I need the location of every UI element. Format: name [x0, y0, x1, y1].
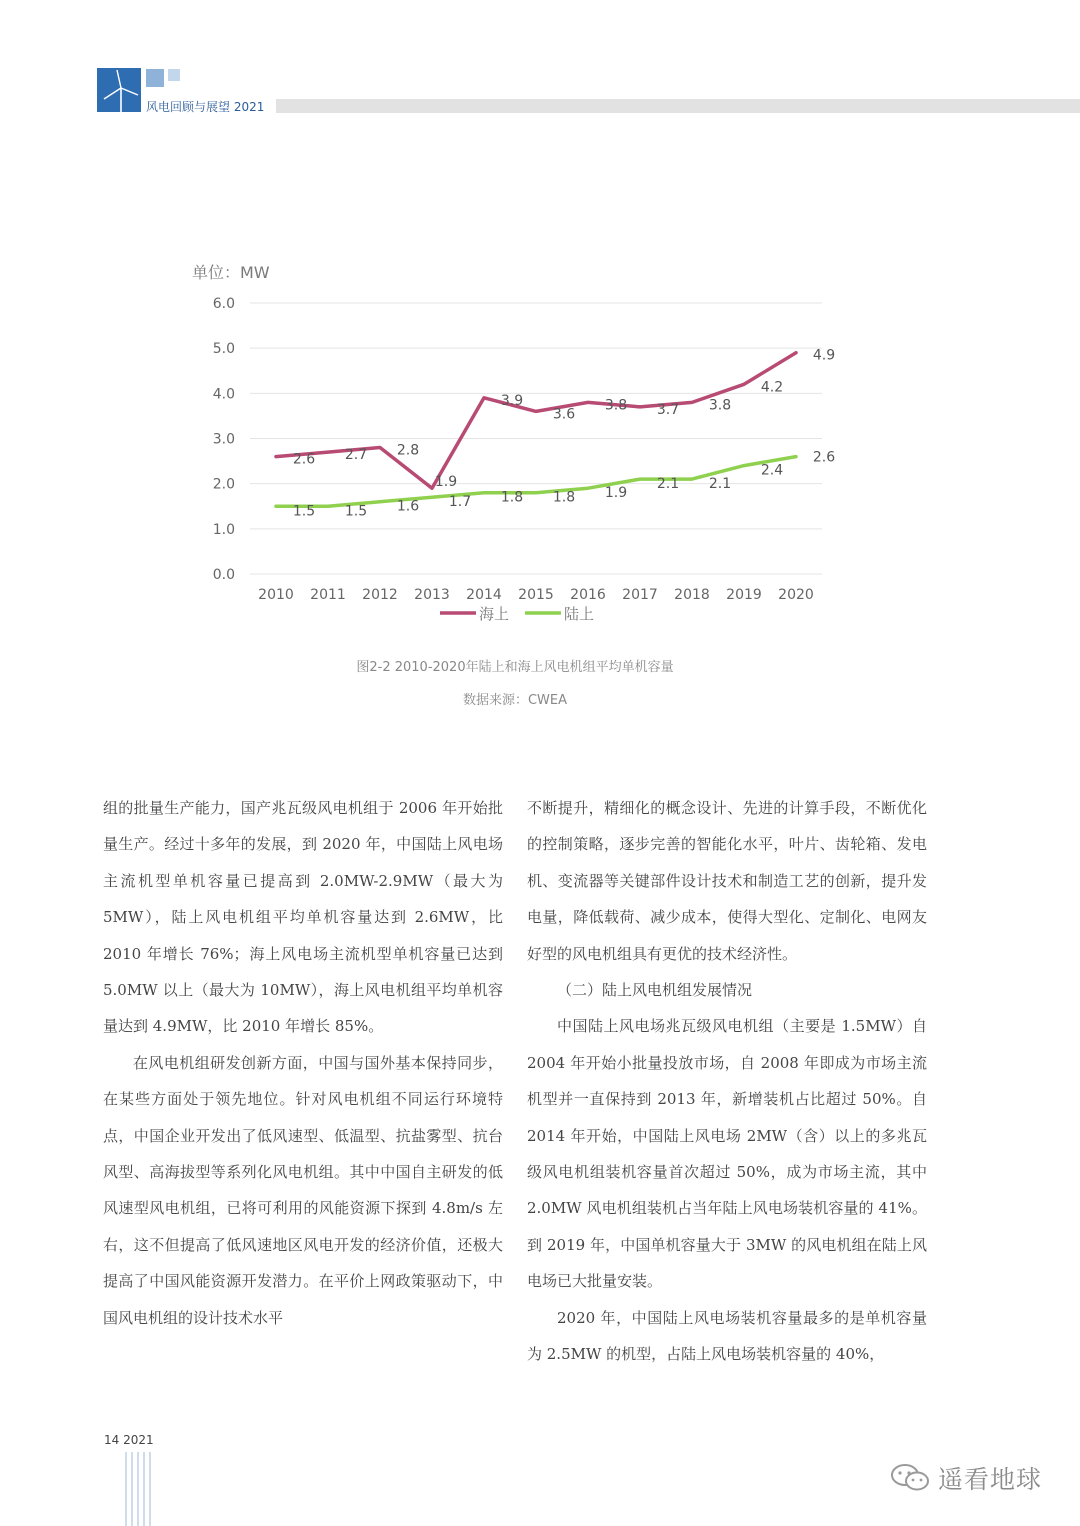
data-label: 2.4: [760, 462, 784, 479]
legend-label: 海上: [479, 605, 510, 623]
y-tick-label: 2.0: [212, 476, 235, 493]
data-label: 1.8: [500, 489, 524, 506]
data-label: 2.1: [708, 476, 732, 493]
figure-source: 数据来源：CWEA: [462, 693, 568, 708]
x-tick-label: 2019: [726, 587, 762, 603]
x-tick-label: 2020: [778, 587, 814, 603]
data-label: 4.9: [812, 347, 836, 364]
data-label: 3.6: [552, 406, 576, 423]
data-label: 3.8: [604, 397, 628, 414]
data-label: 2.6: [812, 449, 836, 466]
y-tick-label: 0.0: [212, 567, 235, 583]
running-header-title: 风电回顾与展望 2021: [146, 100, 265, 114]
watermark-text: 遥看地球: [938, 1465, 1043, 1494]
header-divider-bar: [276, 99, 1080, 113]
data-label: 1.7: [448, 494, 472, 511]
data-label: 1.8: [552, 489, 576, 506]
y-tick-label: 5.0: [212, 341, 235, 358]
data-label: 1.5: [292, 503, 316, 520]
wind-turbine-logo-icon: [97, 68, 141, 112]
logo-square-small-icon: [168, 69, 180, 81]
logo-square-icon: [146, 69, 164, 87]
footer-decoration-lines: [124, 1452, 154, 1526]
data-label: 3.7: [656, 401, 680, 418]
data-label: 1.9: [434, 474, 458, 491]
data-label: 2.7: [344, 447, 368, 464]
y-tick-label: 1.0: [212, 521, 235, 538]
x-tick-label: 2016: [570, 587, 606, 603]
data-label: 3.8: [708, 397, 732, 414]
paragraph: 中国陆上风电场兆瓦级风电机组（主要是 1.5MW）自 2004 年开始小批量投放市场，自 2008 年即成为市场主流机型并一直保持到 2013 年，新增装机占比超过 50%。自 2014 年开始，中国陆上风电场 2MW（含）以上的多兆瓦级风电机组装机容量首次超过 50%，成为市场主流，其中 2.0MW 风电机组装机占当年陆上风电场装机容量的 41%。到 2019 年，中国单机容量大于 3MW 的风电机组在陆上风电场已大批量安装。: [527, 1017, 927, 1291]
legend-label: 陆上: [564, 605, 595, 623]
x-tick-label: 2011: [310, 587, 346, 603]
paragraph: 2020 年，中国陆上风电场装机容量最多的是单机容量为 2.5MW 的机型，占陆上风电场装机容量的 40%，: [527, 1308, 927, 1364]
paragraph: 不断提升，精细化的概念设计、先进的计算手段，不断优化的控制策略，逐步完善的智能化水平，叶片、齿轮箱、发电机、变流器等关键部件设计技术和制造工艺的创新，提升发电量，降低载荷、减少成本，使得大型化、定制化、电网友好型的风电机组具有更优的技术经济性。: [527, 799, 927, 963]
x-tick-label: 2010: [258, 587, 294, 603]
paragraph: 组的批量生产能力，国产兆瓦级风电机组于 2006 年开始批量生产。经过十多年的发展，到 2020 年，中国陆上风电场主流机型单机容量已提高到 2.0MW-2.9MW（最大为 5MW），陆上风电机组平均单机容量达到 2.6MW，比 2010 年增长 76%；海上风电场主流机型单机容量已达到 5.0MW 以上（最大为 10MW），海上风电机组平均单机容量达到 4.9MW，比 2010 年增长 85%。: [103, 799, 503, 1036]
data-label: 4.2: [760, 379, 784, 396]
watermark: [890, 1460, 1042, 1496]
x-tick-label: 2014: [466, 587, 502, 603]
chart-unit-label: 单位：MW: [192, 263, 270, 282]
page-number: 14 2021: [104, 1433, 154, 1447]
section-heading: （二）陆上风电机组发展情况: [557, 981, 753, 1000]
data-label: 1.9: [604, 485, 628, 502]
x-tick-label: 2013: [414, 587, 450, 603]
x-tick-label: 2018: [674, 587, 710, 603]
x-tick-label: 2012: [362, 587, 398, 603]
y-tick-label: 3.0: [212, 431, 235, 448]
data-label: 1.6: [396, 498, 420, 515]
data-label: 2.1: [656, 476, 680, 493]
right-text-column: [527, 790, 927, 1373]
data-label: 2.8: [396, 442, 420, 459]
paragraph: 在风电机组研发创新方面，中国与国外基本保持同步，在某些方面处于领先地位。针对风电机组不同运行环境特点，中国企业开发出了低风速型、低温型、抗盐雾型、抗台风型、高海拔型等系列化风电机组。其中中国自主研发的低风速型风电机组，已将可利用的风能资源下探到 4.8m/s 左右，这不但提高了低风速地区风电开发的经济价值，还极大提高了中国风能资源开发潜力。在平价上网政策驱动下，中国风电机组的设计技术水平: [103, 1053, 503, 1327]
page-header: [0, 0, 1080, 130]
left-text-column: [103, 790, 503, 1336]
data-label: 3.9: [500, 392, 524, 409]
y-tick-label: 6.0: [212, 296, 235, 312]
data-label: 1.5: [344, 503, 368, 520]
wechat-icon: [890, 1463, 930, 1493]
capacity-line-chart: [180, 255, 860, 635]
figure-caption: 图2-2 2010-2020年陆上和海上风电机组平均单机容量: [356, 660, 674, 675]
y-tick-label: 4.0: [212, 386, 235, 403]
x-tick-label: 2017: [622, 587, 658, 603]
series-line-offshore: [276, 353, 796, 489]
data-label: 2.6: [292, 451, 316, 468]
x-tick-label: 2015: [518, 587, 554, 603]
